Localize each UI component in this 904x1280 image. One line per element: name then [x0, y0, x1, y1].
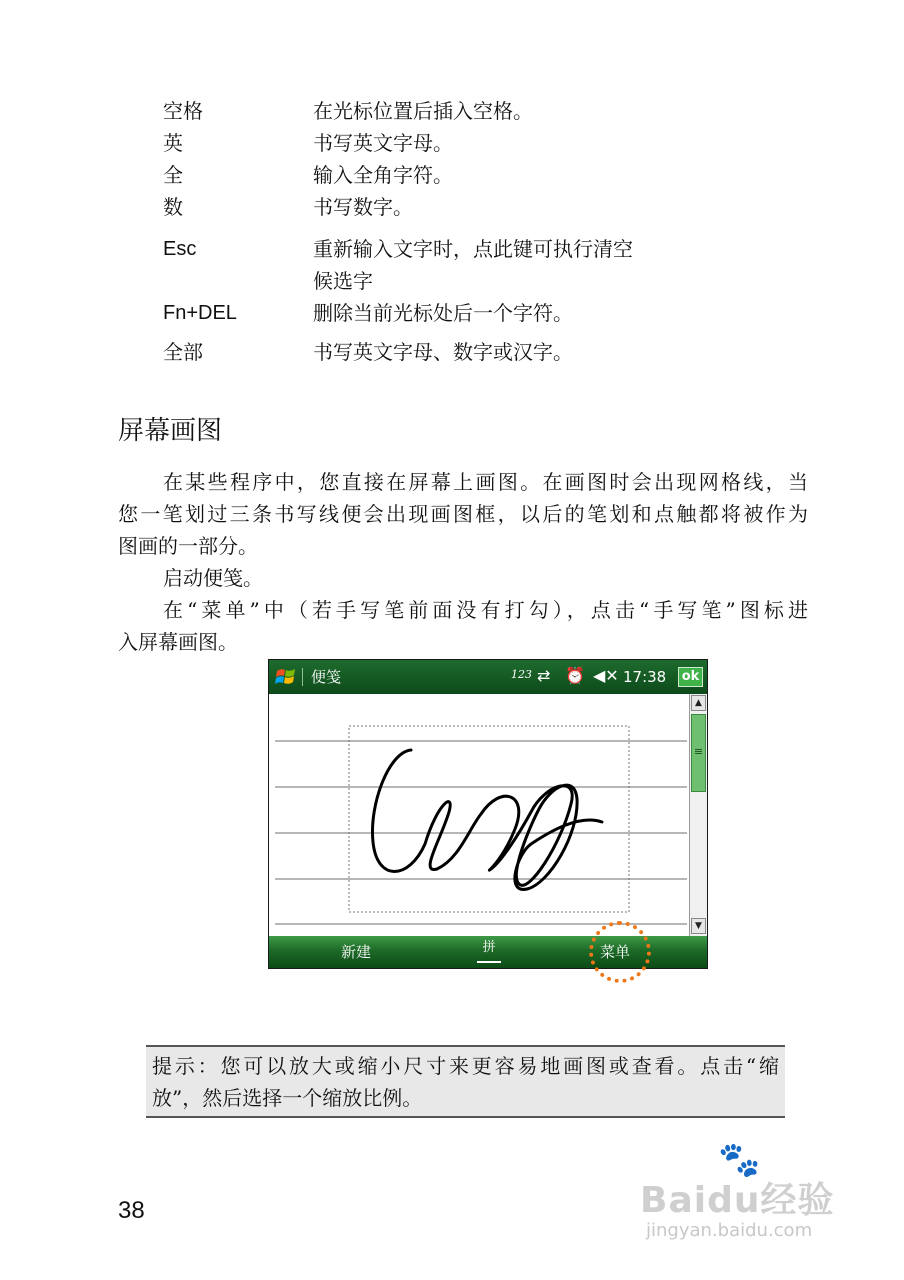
- definition-value: 书写英文字母、数字或汉字。: [313, 340, 573, 364]
- definition-key: Fn+DEL: [163, 302, 237, 324]
- paragraph-line: 图画的一部分。: [118, 534, 258, 558]
- definition-key: 数: [163, 195, 183, 219]
- step-text: 入屏幕画图。: [118, 630, 238, 654]
- alarm-icon[interactable]: ⏰: [565, 666, 585, 685]
- step-text: 在“菜单”中（若手写笔前面没有打勾），点击“手写笔”图标进: [163, 598, 808, 622]
- definition-key: 英: [163, 131, 183, 155]
- step-text: 启动便笺。: [163, 566, 263, 590]
- definition-key: Esc: [163, 238, 197, 260]
- scroll-down-arrow-icon[interactable]: ▼: [691, 918, 706, 934]
- scroll-up-arrow-icon[interactable]: ▲: [691, 695, 706, 711]
- tip-box: [146, 1045, 785, 1118]
- definition-value: 书写英文字母。: [313, 131, 453, 155]
- handwriting-drawing: [269, 694, 689, 936]
- ok-button[interactable]: ok: [678, 667, 703, 687]
- definition-key: 空格: [163, 99, 203, 123]
- app-title: 便笺: [311, 668, 342, 686]
- definition-value: 书写数字。: [313, 195, 413, 219]
- sync-arrows-icon[interactable]: ⇄: [537, 666, 551, 685]
- new-softkey[interactable]: 新建: [341, 943, 372, 961]
- page-number: 38: [118, 1197, 145, 1224]
- input-mode-indicator[interactable]: 123: [511, 668, 532, 681]
- title-bar: [269, 660, 707, 694]
- paw-icon: 🐾: [718, 1140, 761, 1180]
- title-separator: [302, 668, 303, 686]
- windows-start-icon[interactable]: [275, 666, 297, 688]
- menu-softkey[interactable]: 菜单: [600, 943, 631, 961]
- status-clock[interactable]: 17:38: [623, 668, 667, 686]
- paragraph-line: 您一笔划过三条书写线便会出现画图框，以后的笔划和点触都将被作为: [118, 502, 808, 526]
- definition-value: 删除当前光标处后一个字符。: [313, 301, 573, 325]
- section-title: 屏幕画图: [118, 416, 223, 446]
- scroll-thumb[interactable]: ≡: [691, 714, 706, 792]
- volume-mute-icon[interactable]: ◀✕: [593, 666, 619, 685]
- definition-value: 重新输入文字时，点此键可执行清空: [313, 237, 633, 261]
- definition-value: 输入全角字符。: [313, 163, 453, 187]
- definition-value-continued: 候选字: [313, 269, 373, 293]
- input-panel-icon[interactable]: 拼: [477, 939, 501, 963]
- tip-text: 放”，然后选择一个缩放比例。: [152, 1086, 423, 1110]
- tip-text: 提示：您可以放大或缩小尺寸来更容易地画图或查看。点击“缩: [152, 1054, 779, 1078]
- baidu-watermark: [640, 1140, 860, 1250]
- watermark-logo: Baidu经验: [640, 1180, 835, 1221]
- drawing-canvas[interactable]: [269, 694, 689, 936]
- definition-value: 在光标位置后插入空格。: [313, 99, 533, 123]
- device-screenshot: [268, 659, 708, 969]
- definition-key: 全部: [163, 340, 203, 364]
- watermark-url: jingyan.baidu.com: [646, 1220, 813, 1241]
- paragraph-line: 在某些程序中，您直接在屏幕上画图。在画图时会出现网格线，当: [163, 470, 808, 494]
- menu-highlight-ring: [589, 921, 651, 983]
- definition-key: 全: [163, 163, 183, 187]
- vertical-scrollbar[interactable]: [689, 694, 707, 936]
